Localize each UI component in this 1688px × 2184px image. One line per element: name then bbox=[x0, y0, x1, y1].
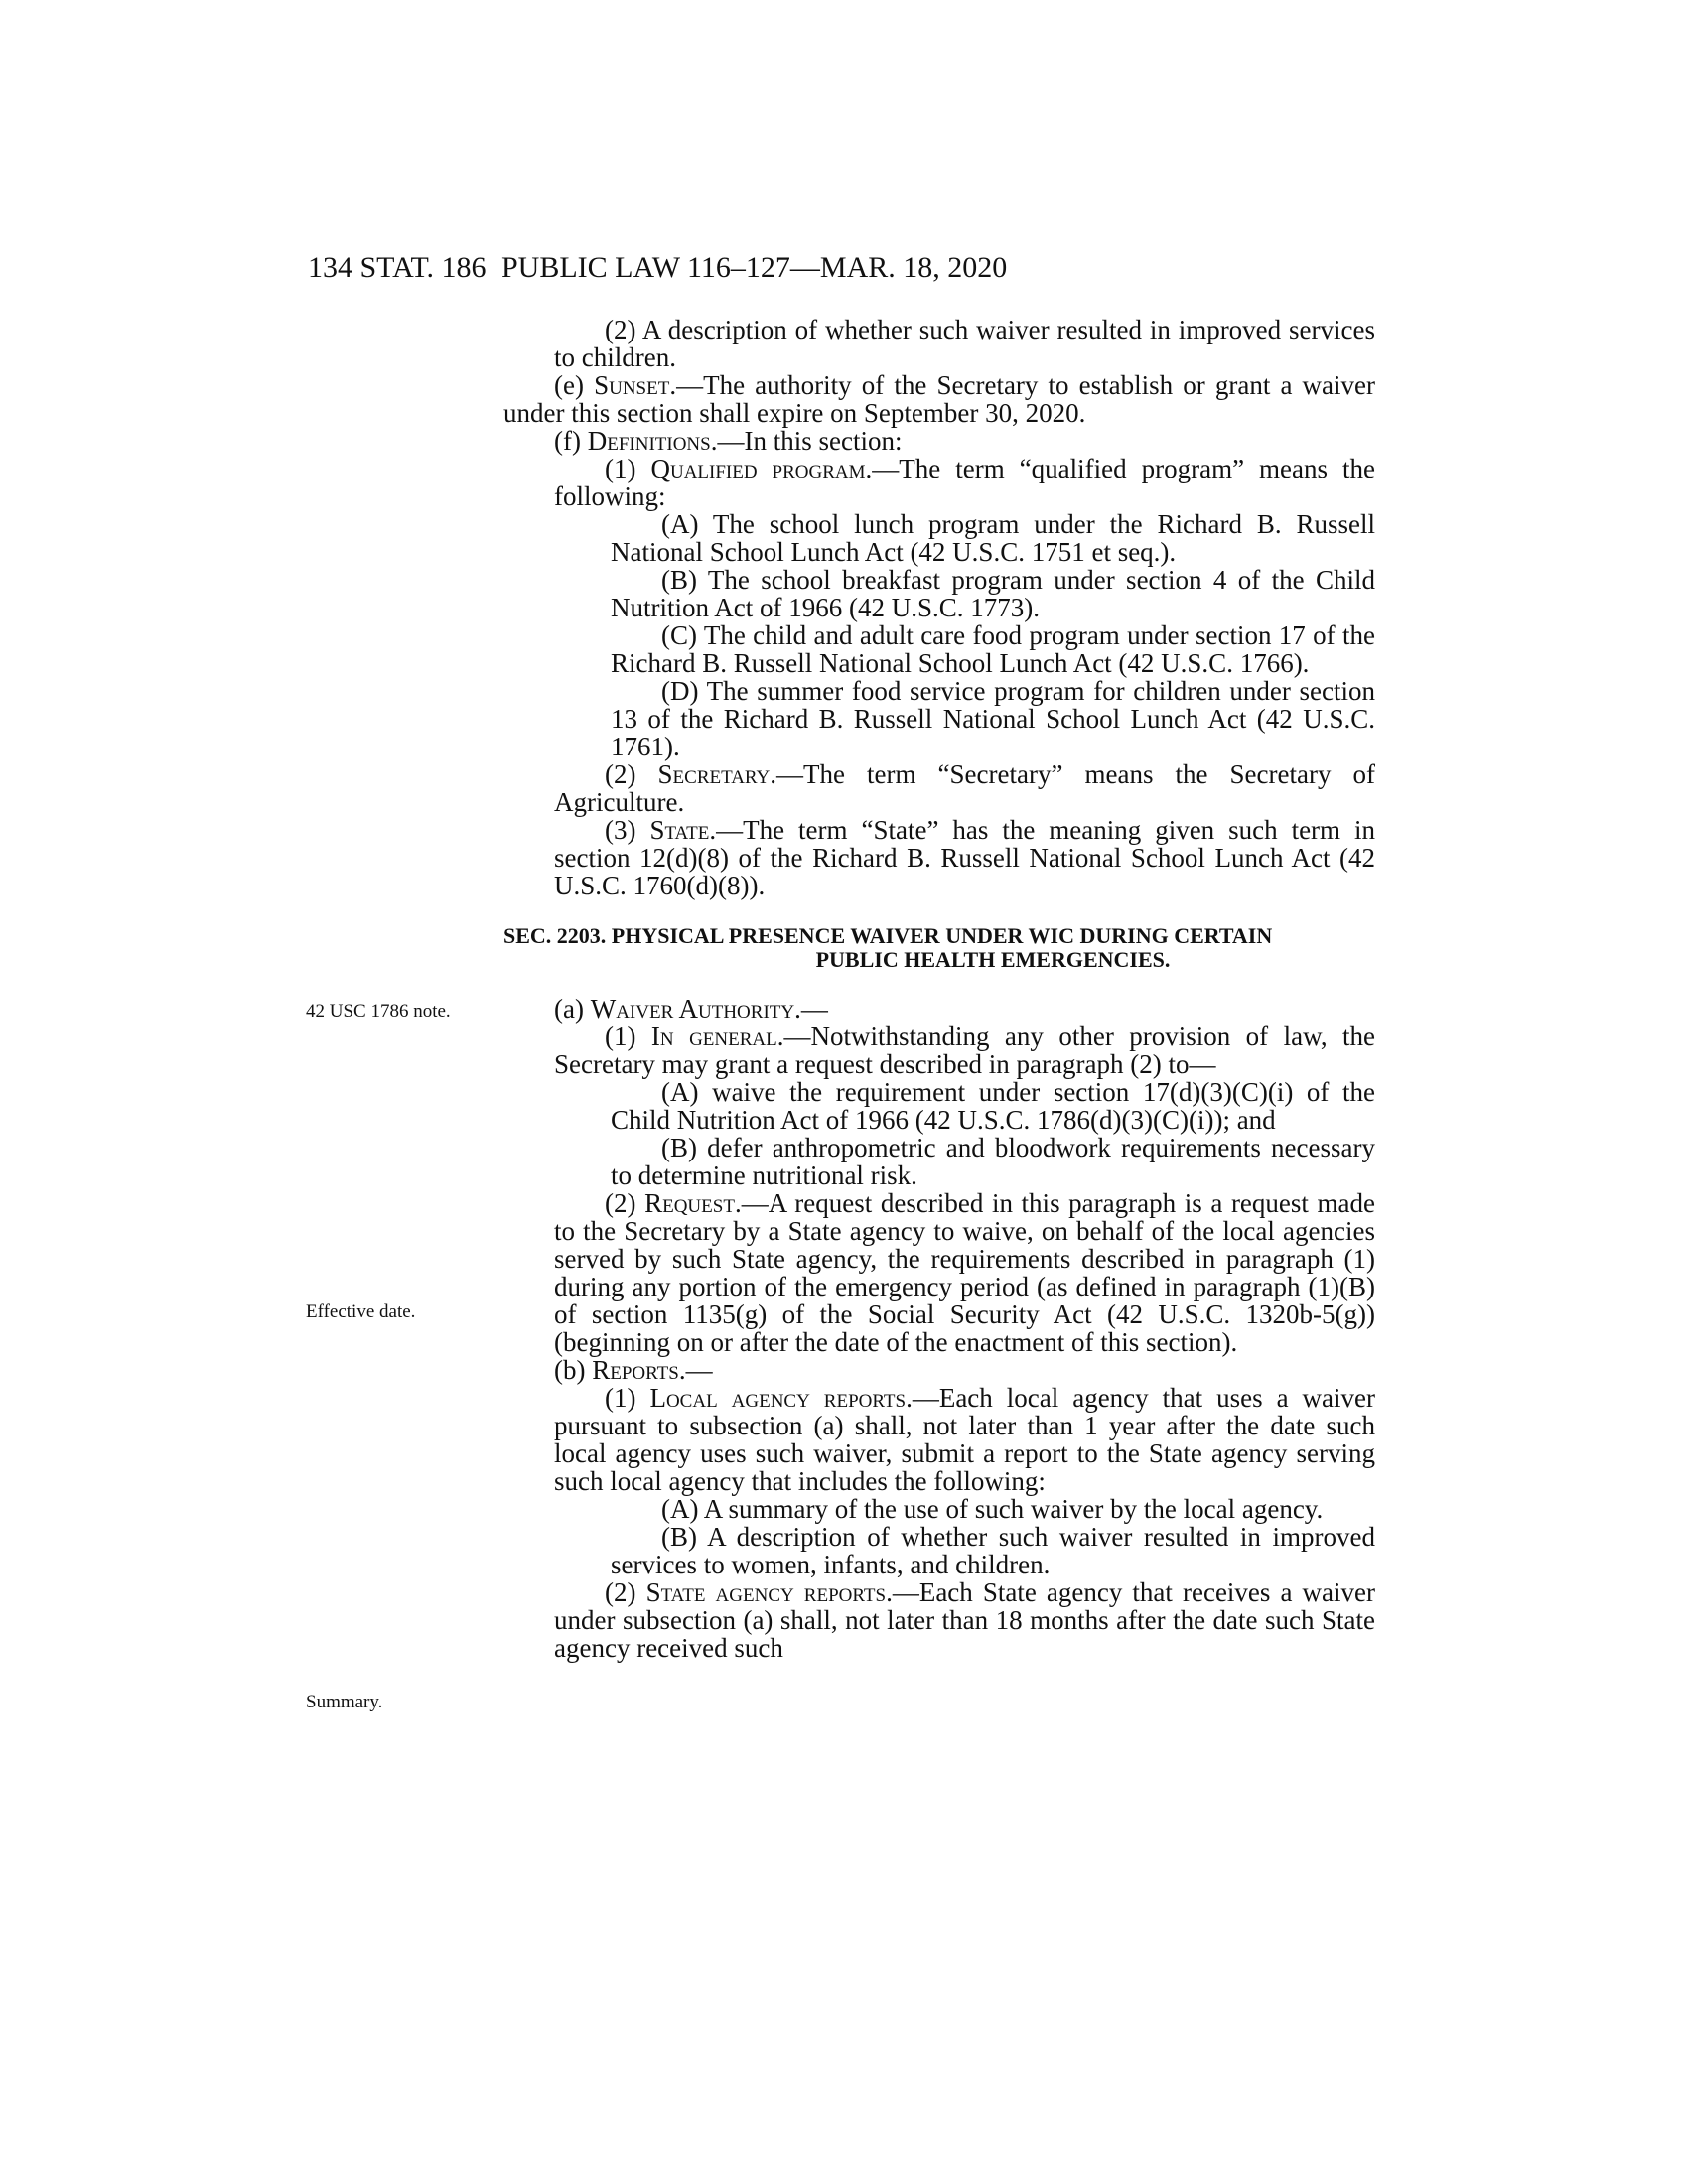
paragraph: (B) The school breakfast program under section 4 of the Child Nutrition Act of 1966 (42 U.S.C. 1773). bbox=[611, 565, 1375, 622]
paragraph: (e) Sunset.—The authority of the Secretary to establish or grant a waiver under this section shall expire on September 30, 2020. bbox=[503, 370, 1375, 428]
body-text bbox=[503, 316, 1375, 1662]
paragraph: (A) waive the requirement under section 17(d)(3)(C)(i) of the Child Nutrition Act of 1966 (42 U.S.C. 1786(d)(3)(C)(i)); and bbox=[611, 1077, 1375, 1135]
paragraph: (D) The summer food service program for children under section 13 of the Richard B. Russell National School Lunch Act (42 U.S.C. 1761). bbox=[611, 676, 1375, 761]
paragraph: (2) State agency reports.—Each State agency that receives a waiver under subsection (a) shall, not later than 18 months after the date such State agency received such bbox=[554, 1577, 1376, 1663]
margin-note-summary: Summary. bbox=[306, 1692, 383, 1712]
paragraph: (1) Qualified program.—The term “qualified program” means the following: bbox=[554, 454, 1375, 511]
section-heading: SEC. 2203. PHYSICAL PRESENCE WAIVER UNDER WIC DURING CERTAIN PUBLIC HEALTH EMERGENCIES. bbox=[503, 923, 1273, 972]
paragraph: (A) A summary of the use of such waiver by the local agency. bbox=[661, 1494, 1324, 1524]
paragraph: (1) In general.—Notwithstanding any other provision of law, the Secretary may grant a request described in paragraph (2) to— bbox=[554, 1022, 1376, 1079]
law-title: PUBLIC LAW 116–127—MAR. 18, 2020 bbox=[501, 251, 1008, 284]
paragraph: (b) Reports.— bbox=[554, 1355, 713, 1385]
paragraph: (B) A description of whether such waiver resulted in improved services to women, infants, and children. bbox=[611, 1522, 1375, 1579]
paragraph: (2) A description of whether such waiver resulted in improved services to children. bbox=[554, 315, 1375, 372]
paragraph: (a) Waiver Authority.— bbox=[554, 994, 828, 1024]
paragraph: (1) Local agency reports.—Each local agency that uses a waiver pursuant to subsection (a) shall, not later than 1 year after the date such local agency uses such waiver, submit a report to the State agency serving such local agency that includes the following: bbox=[554, 1383, 1376, 1496]
paragraph: (2) Request.—A request described in this paragraph is a request made to the Secretary by a State agency to waive, on behalf of the local agencies served by such State agency, the requirements described in paragraph (1) during any portion of the emergency period (as defined in paragraph (1)(B) of section 1135(g) of the Social Security Act (42 U.S.C. 1320b-5(g)) (beginning on or after the date of the enactment of this section). bbox=[554, 1188, 1375, 1357]
stat-reference: 134 STAT. 186 bbox=[308, 251, 487, 284]
paragraph: (A) The school lunch program under the Richard B. Russell National School Lunch Act (42 U.S.C. 1751 et seq.). bbox=[611, 509, 1375, 567]
margin-note-usc: 42 USC 1786 note. bbox=[306, 1001, 451, 1022]
paragraph: (2) Secretary.—The term “Secretary” means the Secretary of Agriculture. bbox=[554, 759, 1376, 817]
paragraph: (C) The child and adult care food program under section 17 of the Richard B. Russell National School Lunch Act (42 U.S.C. 1766). bbox=[611, 620, 1375, 678]
page-header bbox=[308, 248, 1375, 288]
margin-note-effective-date: Effective date. bbox=[306, 1301, 416, 1322]
paragraph: (B) defer anthropometric and bloodwork requirements necessary to determine nutritional risk. bbox=[611, 1133, 1375, 1190]
paragraph: (f) Definitions.—In this section: bbox=[554, 426, 903, 456]
paragraph: (3) State.—The term “State” has the meaning given such term in section 12(d)(8) of the Richard B. Russell National School Lunch Act (42 U.S.C. 1760(d)(8)). bbox=[554, 815, 1376, 900]
